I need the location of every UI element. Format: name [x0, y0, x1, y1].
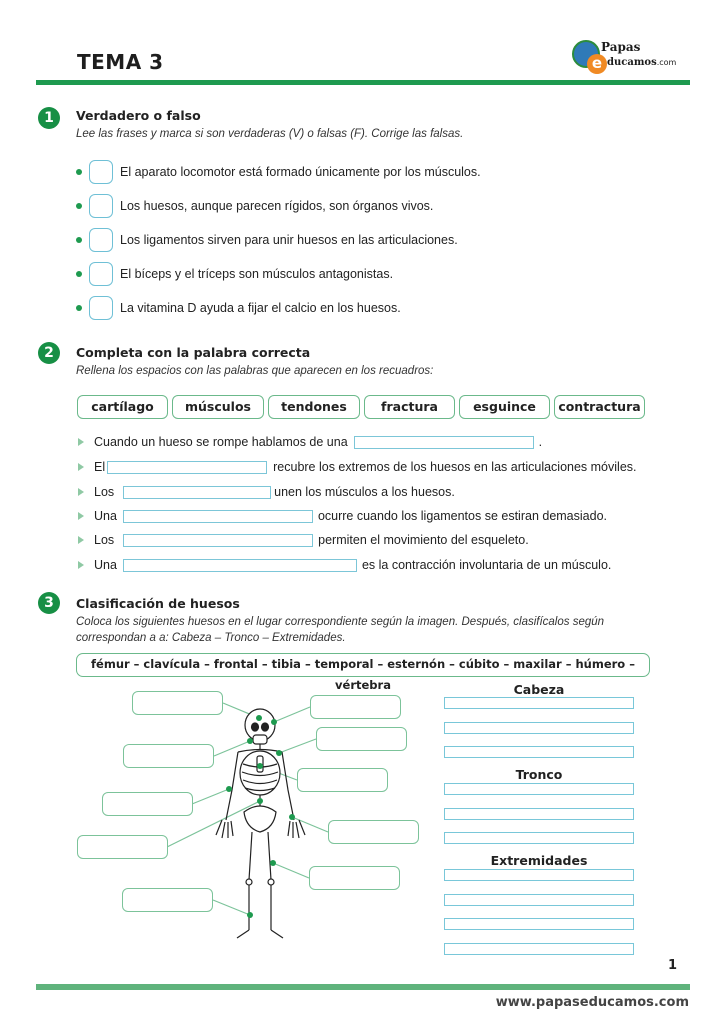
logo-text-papas: Papas: [601, 40, 641, 54]
bone-label-box-frontal[interactable]: [132, 691, 223, 715]
footer-url-link[interactable]: www.papaseducamos.com: [495, 995, 689, 1010]
section-2-title: Completa con la palabra correcta: [76, 345, 311, 360]
word-chip-fractura[interactable]: fractura: [364, 395, 455, 419]
bone-label-box-tibia[interactable]: [122, 888, 213, 912]
sentence-after: recubre los extremos de los huesos en las articulaciones móviles.: [273, 460, 637, 474]
section-3-title: Clasificación de huesos: [76, 596, 240, 611]
word-chip-contractura[interactable]: contractura: [554, 395, 645, 419]
sentence-before: Una: [94, 558, 117, 572]
section-2-instructions: Rellena los espacios con las palabras que aparecen en los recuadros:: [76, 365, 434, 377]
sentence-before: Los: [94, 533, 115, 547]
category-input-extremidades[interactable]: [444, 918, 634, 930]
page-title: TEMA 3: [77, 50, 164, 74]
section-1-title: Verdadero o falso: [76, 108, 201, 123]
section-3-number-badge: 3: [38, 592, 60, 614]
logo-educamos: ducamos: [607, 57, 657, 68]
category-input-tronco[interactable]: [444, 783, 634, 795]
category-input-extremidades[interactable]: [444, 894, 634, 906]
bone-list-box: fémur – clavícula – frontal – tibia – temporal – esternón – cúbito – maxilar – húmero – vértebra: [76, 653, 650, 677]
bone-label-box-temporal[interactable]: [310, 695, 401, 719]
sentence-after: ocurre cuando los ligamentos se estiran demasiado.: [317, 509, 607, 523]
sentence-after: unen los músculos a los huesos.: [274, 485, 455, 499]
word-chip-tendones[interactable]: tendones: [268, 395, 360, 419]
word-chip-esguince[interactable]: esguince: [459, 395, 550, 419]
logo-suffix: .com: [656, 58, 677, 67]
section-1-instructions: Lee las frases y marca si son verdaderas (V) o falsas (F). Corrige las falsas.: [76, 128, 464, 140]
category-title-extremidades: Extremidades: [490, 853, 588, 868]
sentence-before: Los: [94, 485, 115, 499]
vf-statement: El aparato locomotor está formado únicamente por los músculos.: [120, 165, 481, 179]
bone-label-box-cubito[interactable]: [328, 820, 419, 844]
vf-statement: El bíceps y el tríceps son músculos antagonistas.: [120, 267, 394, 281]
sentence-after: permiten el movimiento del esqueleto.: [318, 533, 529, 547]
category-input-extremidades[interactable]: [444, 869, 634, 881]
word-chip-cartilago[interactable]: cartílago: [77, 395, 168, 419]
sentence-before: Una: [94, 509, 117, 523]
footer-divider: [36, 984, 690, 990]
bone-label-box-esternon[interactable]: [297, 768, 388, 792]
logo-e-letter: e: [587, 54, 607, 74]
category-input-extremidades[interactable]: [444, 943, 634, 955]
vf-statement: Los huesos, aunque parecen rígidos, son órganos vivos.: [120, 199, 434, 213]
page-number: 1: [668, 958, 678, 973]
sentence-after: es la contracción involuntaria de un músculo.: [361, 558, 612, 572]
bone-label-box-maxilar[interactable]: [123, 744, 214, 768]
word-chip-musculos[interactable]: músculos: [172, 395, 264, 419]
category-title-tronco: Tronco: [515, 767, 563, 782]
vf-statement: La vitamina D ayuda a fijar el calcio en los huesos.: [120, 301, 401, 315]
bone-label-box-humero[interactable]: [102, 792, 193, 816]
category-input-tronco[interactable]: [444, 832, 634, 844]
bone-label-box-vertebra[interactable]: [77, 835, 168, 859]
bone-label-box-clavicula[interactable]: [316, 727, 407, 751]
sentence-after: .: [538, 435, 543, 449]
section-1-number-badge: 1: [38, 107, 60, 129]
vf-statement: Los ligamentos sirven para unir huesos en las articulaciones.: [120, 233, 458, 247]
bone-label-box-femur[interactable]: [309, 866, 400, 890]
category-input-cabeza[interactable]: [444, 697, 634, 709]
sentence-before: Cuando un hueso se rompe hablamos de una: [94, 435, 348, 449]
sentence-before: El: [94, 460, 106, 474]
section-2-number-badge: 2: [38, 342, 60, 364]
category-input-cabeza[interactable]: [444, 722, 634, 734]
category-input-cabeza[interactable]: [444, 746, 634, 758]
section-3-instructions-line1: Coloca los siguientes huesos en el lugar correspondiente según la imagen. Después, clasifícalos según: [76, 616, 605, 628]
category-title-cabeza: Cabeza: [513, 682, 565, 697]
category-input-tronco[interactable]: [444, 808, 634, 820]
section-3-instructions-line2: correspondan a a: Cabeza – Tronco – Extremidades.: [76, 632, 346, 644]
skeleton-icon: [216, 709, 305, 938]
